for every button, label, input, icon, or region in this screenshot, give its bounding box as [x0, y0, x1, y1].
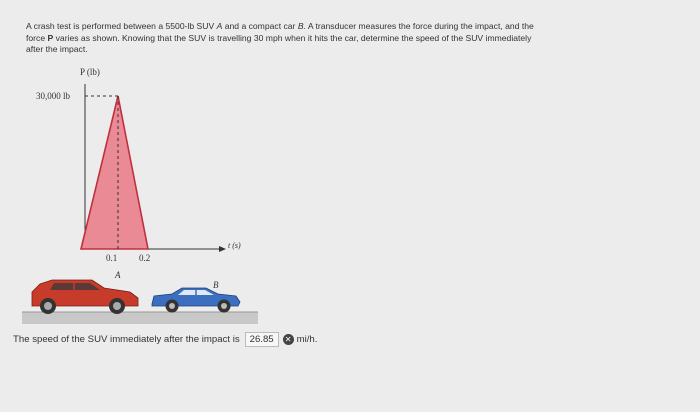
problem-text: after the impact.	[26, 44, 88, 54]
y-axis-label: P (lb)	[80, 67, 100, 77]
x-axis-arrow-icon	[219, 246, 226, 252]
force-triangle	[81, 96, 148, 249]
x-axis-label: t (s)	[228, 241, 241, 250]
problem-text: A crash test is performed between a 5500-lb SUV	[26, 21, 217, 31]
peak-label: 30,000 lb	[36, 91, 71, 101]
answer-row	[13, 332, 317, 347]
problem-text: A	[216, 21, 223, 31]
problem-text: B	[297, 21, 304, 31]
problem-text: and a compact car	[222, 21, 298, 31]
answer-input[interactable]: 26.85	[245, 332, 279, 347]
problem-text: force	[26, 32, 48, 43]
incorrect-icon: ✕	[283, 334, 294, 345]
ground	[22, 312, 258, 324]
x-tick-label: 0.2	[139, 253, 151, 263]
problem-text: P	[47, 32, 54, 43]
car-b-icon	[152, 288, 240, 313]
vehicle-a-label: A	[115, 270, 121, 280]
answer-unit: mi/h.	[296, 334, 318, 345]
answer-prompt: The speed of the SUV immediately after the impact is	[13, 334, 240, 345]
problem-text: . A transducer measures the force during the impact, and the	[303, 21, 534, 31]
x-tick-label: 0.1	[106, 253, 118, 263]
suv-a-icon	[32, 280, 138, 314]
vehicle-b-label: B	[213, 280, 219, 290]
problem-text: varies as shown. Knowing that the SUV is travelling 30 mph when it hits the car, determine the speed of the SUV immediately	[53, 32, 532, 43]
